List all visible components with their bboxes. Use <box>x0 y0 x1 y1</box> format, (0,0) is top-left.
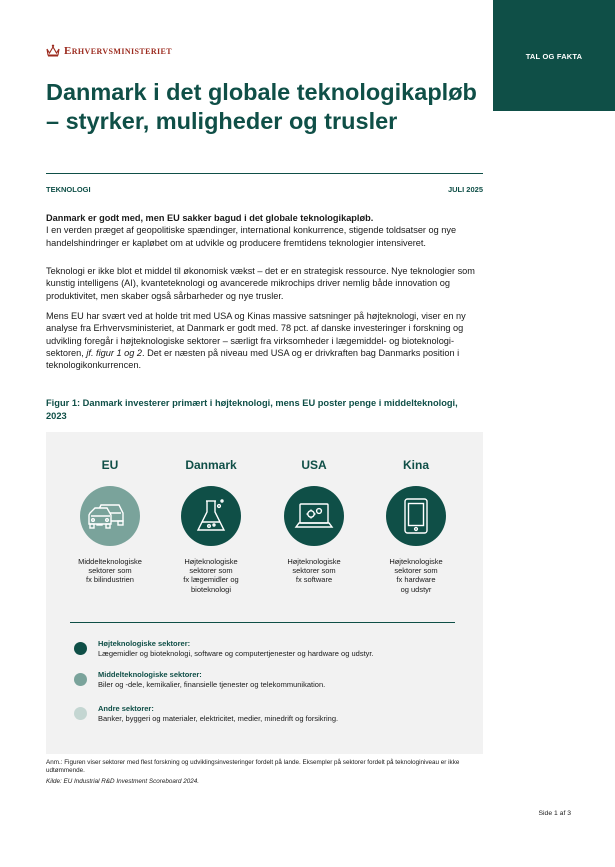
figure-column-danmark <box>161 458 261 594</box>
tablet-icon <box>402 497 430 535</box>
legend-item-other <box>74 704 338 724</box>
header-corner-block <box>493 0 615 111</box>
legend-item-high-tech <box>74 639 374 659</box>
column-circle <box>386 486 446 546</box>
figure-note: Anm.: Figuren viser sektorer med flest forskning og udviklingsinvesteringer fordelt på lande. Eksempler på sektorer fordelt på teknologiniveau er ikke udtømmende. <box>46 759 460 775</box>
legend-description: Biler og -dele, kemikalier, finansielle tjenester og telekommunikation. <box>98 680 326 689</box>
date-label: JULI 2025 <box>447 185 483 194</box>
figure-column-usa <box>264 458 364 585</box>
paragraph-3-part-b: . Det er næsten på niveau med USA og er drivkraften bag Danmarks position i teknologikonkurrencen. <box>46 347 460 371</box>
laptop-icon <box>294 500 334 532</box>
column-name: USA <box>301 458 327 472</box>
legend-title: Middelteknologiske sektorer: <box>98 670 202 679</box>
legend-title: Andre sektorer: <box>98 704 154 713</box>
figure-title: Figur 1: Danmark investerer primært i højteknologi, mens EU poster penge i middelteknologi, 2023 <box>46 398 458 421</box>
page-number: Side 1 af 3 <box>538 810 571 817</box>
flask-icon <box>194 497 228 535</box>
intro-text: I en verden præget af geopolitiske spændinger, international konkurrence, stigende toldsatser og nye handelshindringer er kapløbet om at udvikle og producere fremtidens teknologier intensiveret. <box>46 225 457 248</box>
legend-description: Lægemidler og bioteknologi, software og computertjenester og hardware og udstyr. <box>98 649 374 658</box>
column-circle <box>80 486 140 546</box>
legend-description: Banker, byggeri og materialer, elektricitet, medier, minedrift og forsikring. <box>98 714 339 723</box>
legend-dot <box>74 707 87 720</box>
legend-title: Højteknologiske sektorer: <box>98 639 191 648</box>
column-name: Kina <box>402 458 429 472</box>
legend-item-mid-tech <box>74 670 325 690</box>
column-description: Højteknologiske sektorer som fx hardware og udstyr <box>389 557 443 594</box>
figure-column-kina <box>366 458 466 594</box>
intro-paragraph <box>46 212 486 249</box>
figure-divider <box>70 622 455 623</box>
category-label: TEKNOLOGI <box>46 185 91 194</box>
column-description: Højteknologiske sektorer som fx lægemidler og bioteknologi <box>183 557 239 594</box>
paragraph-3 <box>46 310 486 371</box>
legend-dot <box>74 642 87 655</box>
figure-source: Kilde: EU Industrial R&D Investment Scoreboard 2024. <box>46 778 199 785</box>
paragraph-2: Teknologi er ikke blot et middel til økonomisk vækst – det er en strategisk ressource. Nye teknologier som kunstig intelligens (AI), kvanteteknologi og avancerede mikrochips driver nemlig både innovation og produktivitet, men skaber også sårbarheder og nye trusler. <box>46 266 475 301</box>
column-name: Danmark <box>185 458 237 472</box>
logo-text: Erhvervsministeriet <box>64 44 173 57</box>
figure-column-eu <box>60 458 160 585</box>
page-title: Danmark i det globale teknologikapløb – styrker, muligheder og trusler <box>46 79 477 134</box>
title-rule <box>46 173 483 174</box>
corner-label: TAL OG FAKTA <box>525 52 583 61</box>
figure-reference: jf. figur 1 og 2 <box>86 347 143 358</box>
column-circle <box>284 486 344 546</box>
column-name: EU <box>101 458 119 472</box>
intro-lead: Danmark er godt med, men EU sakker bagud i det globale teknologikapløb. <box>46 213 374 223</box>
crown-icon <box>46 44 60 57</box>
car-icon <box>87 499 133 533</box>
column-description: Middelteknologiske sektorer som fx bilindustrien <box>78 557 142 585</box>
figure-panel <box>46 432 483 754</box>
paragraph-3-part-a: Mens EU har svært ved at holde trit med USA og Kinas massive satsninger på højteknologi, viser en ny analyse fra Erhvervsministeriet, at Danmark er godt med. 78 pct. af danske investeringer i forskning og udvikling foregår i højteknologiske sektorer – særligt fra virksomheder i lægemiddel- og bioteknologi-sektoren, <box>46 311 466 358</box>
column-circle <box>181 486 241 546</box>
ministry-logo <box>46 44 172 57</box>
column-description: Højteknologiske sektorer som fx software <box>287 557 341 585</box>
legend-dot <box>74 673 87 686</box>
